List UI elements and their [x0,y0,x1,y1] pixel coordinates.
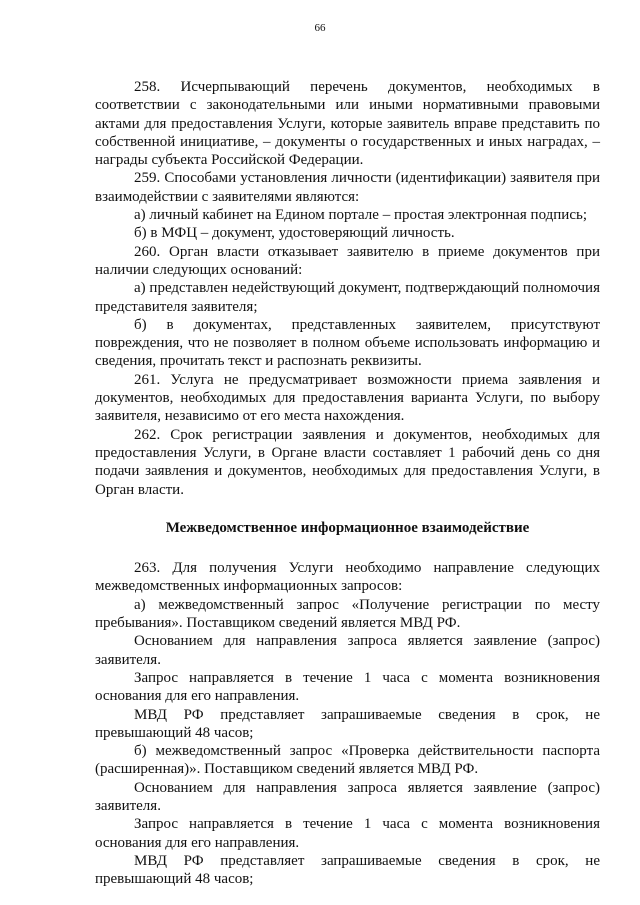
paragraph-263-a: а) межведомственный запрос «Получение регистрации по месту пребывания». Поставщиком сведений является МВД РФ. [95,596,600,632]
paragraph-263-a-timing: Запрос направляется в течение 1 часа с момента возникновения основания для его направления. [95,669,600,705]
paragraph-260-a: а) представлен недействующий документ, подтверждающий полномочия представителя заявителя; [95,280,600,315]
paragraph-259: 259. Способами установления личности (идентификации) заявителя при взаимодействии с заявителями являются: [95,170,600,205]
paragraph-263-a-basis: Основанием для направления запроса является заявление (запрос) заявителя. [95,633,600,668]
page-number: 66 [314,22,326,34]
paragraph-263-b: б) межведомственный запрос «Проверка действительности паспорта (расширенная)». Поставщиком сведений является МВД РФ. [95,743,600,778]
document-body [95,78,600,888]
paragraph-261: 261. Услуга не предусматривает возможности приема заявления и документов, необходимых для предоставления варианта Услуги, по выбору заявителя, независимо от его места нахождения. [95,371,600,425]
paragraph-258: 258. Исчерпывающий перечень документов, необходимых в соответствии с законодательными или иными нормативными правовыми актами для предоставления Услуги, которые заявитель вправе представить по собственной инициативе, – документы о государственных и иных наградах, – награды субъекта Российской Федерации. [95,79,600,169]
paragraph-263: 263. Для получения Услуги необходимо направление следующих межведомственных информационных запросов: [95,560,600,595]
paragraph-263-b-basis: Основанием для направления запроса является заявление (запрос) заявителя. [95,779,600,814]
paragraph-263-b-deadline: МВД РФ представляет запрашиваемые сведения в срок, не превышающий 48 часов; [95,852,600,888]
paragraph-263-a-deadline: МВД РФ представляет запрашиваемые сведения в срок, не превышающий 48 часов; [95,706,600,741]
paragraph-260: 260. Орган власти отказывает заявителю в приеме документов при наличии следующих оснований: [95,243,600,278]
paragraph-259-a: а) личный кабинет на Едином портале – простая электронная подпись; [134,207,588,224]
section-heading: Межведомственное информационное взаимодействие [165,519,530,536]
paragraph-263-b-timing: Запрос направляется в течение 1 часа с момента возникновения основания для его направления. [95,816,600,851]
paragraph-262: 262. Срок регистрации заявления и документов, необходимых для предоставления Услуги, в Органе власти составляет 1 рабочий день со дня подачи заявления и документов, необходимых для предоставления Услуги, в Орган власти. [95,426,600,498]
paragraph-259-b: б) в МФЦ – документ, удостоверяющий личность. [134,225,455,242]
paragraph-260-b: б) в документах, представленных заявителем, присутствуют повреждения, что не позволяет в полном объеме использовать информацию и сведения, прочитать текст и распознать реквизиты. [95,316,600,370]
